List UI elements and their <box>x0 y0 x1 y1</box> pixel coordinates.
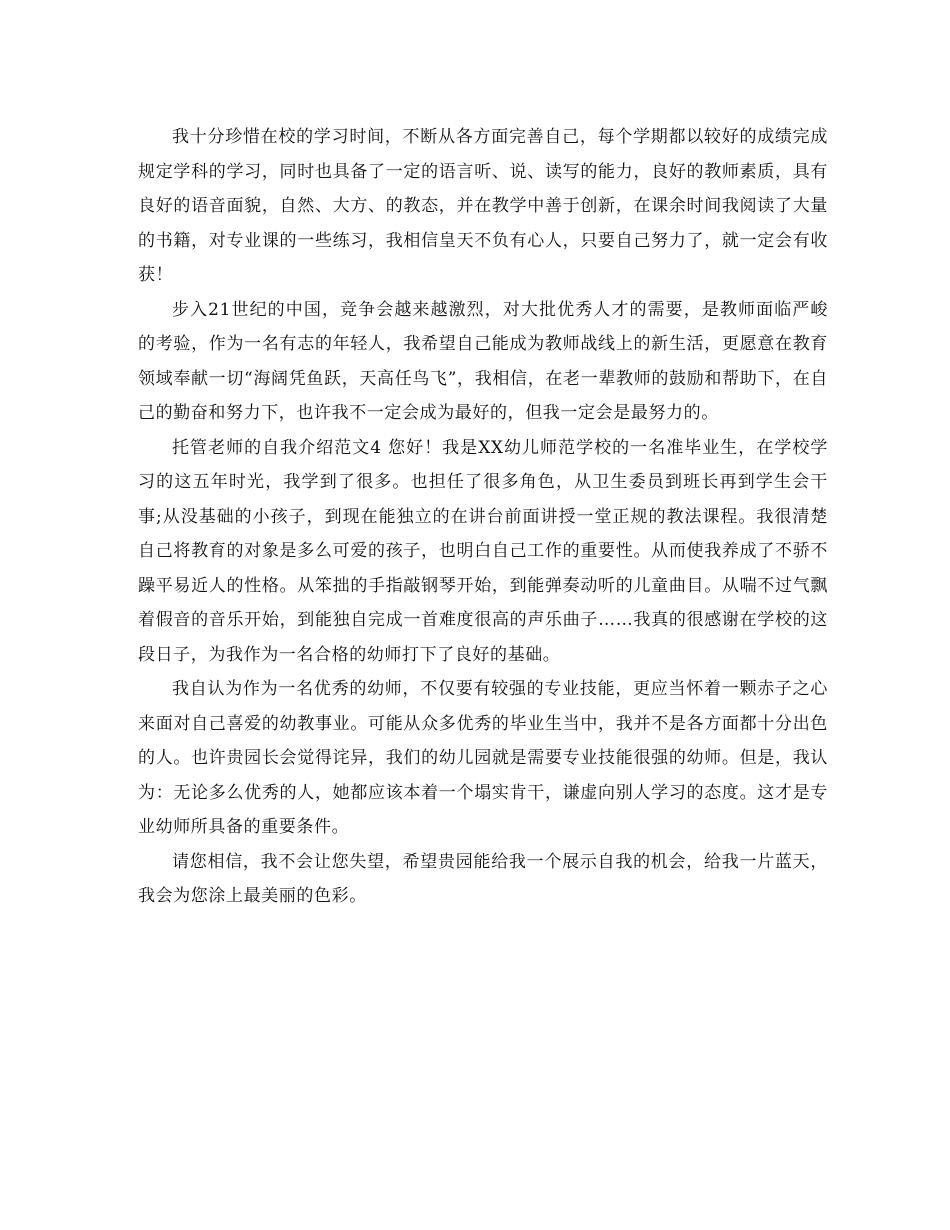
document-body <box>138 120 828 914</box>
paragraph-1: 我十分珍惜在校的学习时间，不断从各方面完善自己，每个学期都以较好的成绩完成规定学科的学习，同时也具备了一定的语言听、说、读写的能力，良好的教师素质，具有良好的语音面貌，自然、大方、的教态，并在教学中善于创新，在课余时间我阅读了大量的书籍，对专业课的一些练习，我相信皇天不负有心人，只要自己努力了，就一定会有收获！ <box>138 127 828 285</box>
paragraph-5: 请您相信，我不会让您失望，希望贵园能给我一个展示自我的机会，给我一片蓝天，我会为您涂上最美丽的色彩。 <box>138 851 828 906</box>
paragraph-3: 托管老师的自我介绍范文4 您好！我是XX幼儿师范学校的一名准毕业生，在学校学习的这五年时光，我学到了很多。也担任了很多角色，从卫生委员到班长再到学生会干事;从没基础的小孩子，到现在能独立的在讲台前面讲授一堂正规的教法课程。我很清楚自己将教育的对象是多么可爱的孩子，也明白自己工作的重要性。从而使我养成了不骄不躁平易近人的性格。从笨拙的手指敲钢琴开始，到能弹奏动听的儿童曲目。从喘不过气飘着假音的音乐开始，到能独自完成一首难度很高的声乐曲子……我真的很感谢在学校的这段日子，为我作为一名合格的幼师打下了良好的基础。 <box>138 437 828 665</box>
paragraph-4: 我自认为作为一名优秀的幼师，不仅要有较强的专业技能，更应当怀着一颗赤子之心来面对自己喜爱的幼教事业。可能从众多优秀的毕业生当中，我并不是各方面都十分出色的人。也许贵园长会觉得诧异，我们的幼儿园就是需要专业技能很强的幼师。但是，我认为：无论多么优秀的人，她都应该本着一个塌实肯干，谦虚向别人学习的态度。这才是专业幼师所具备的重要条件。 <box>138 679 828 837</box>
paragraph-2: 步入21世纪的中国，竞争会越来越激烈，对大批优秀人才的需要，是教师面临严峻的考验，作为一名有志的年轻人，我希望自己能成为教师战线上的新生活，更愿意在教育领域奉献一切“海阔凭鱼跃，天高任鸟飞”，我相信，在老一辈教师的鼓励和帮助下，在自己的勤奋和努力下，也许我不一定会成为最好的，但我一定会是最努力的。 <box>138 299 828 423</box>
